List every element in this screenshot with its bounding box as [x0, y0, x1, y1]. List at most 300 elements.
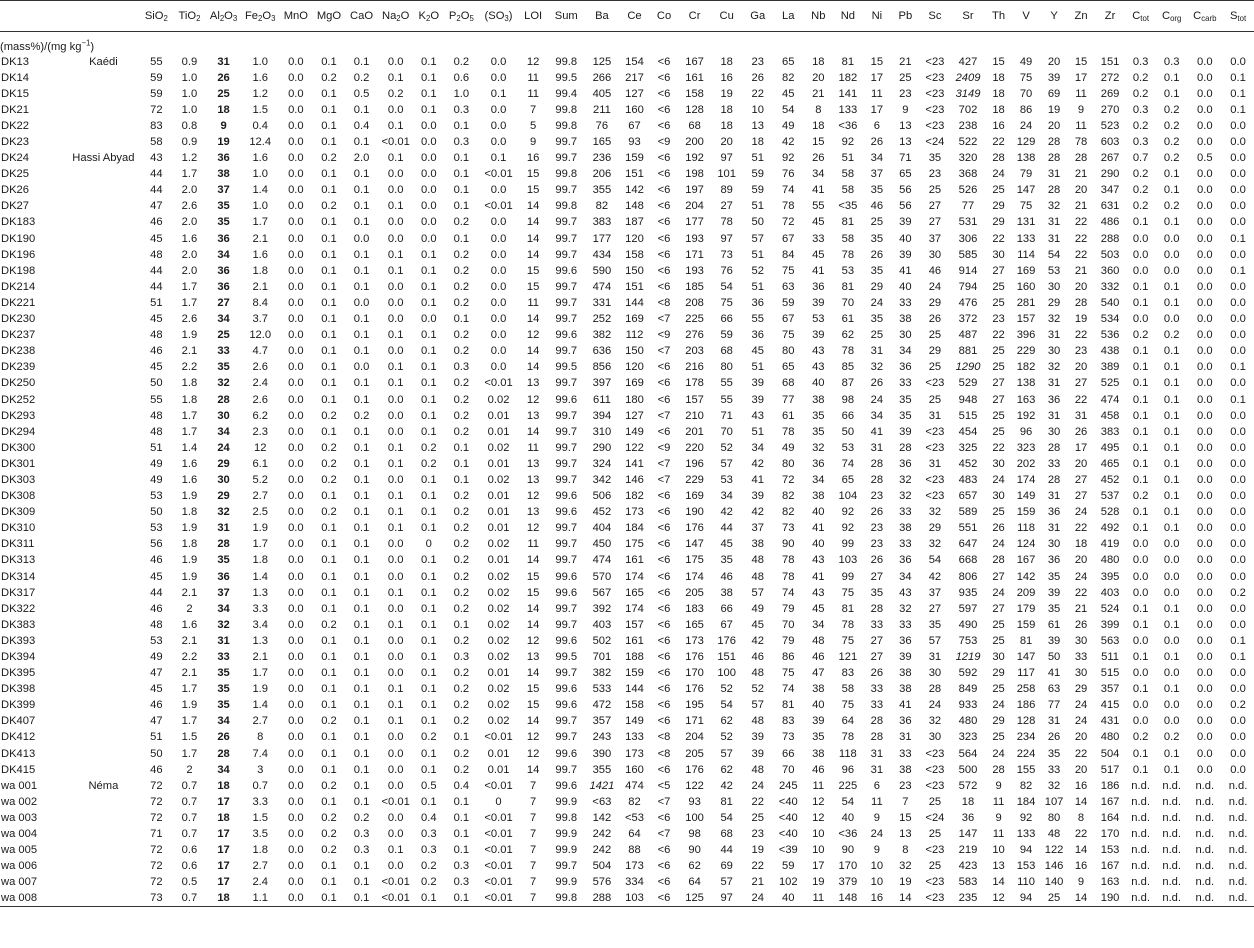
value-cell-p2o5: 0.1 [453, 473, 470, 486]
value-cell-sio2: 46 [150, 763, 163, 776]
value-cell-p2o5: 0.1 [453, 119, 470, 132]
value-cell-k2o: 0.1 [420, 763, 437, 776]
value-cell-sio2: 49 [150, 473, 163, 486]
value-cell-sio2: 72 [150, 860, 163, 873]
value-cell-ctot: 0.1 [1132, 506, 1149, 519]
sample-id-cell: DK314 [1, 570, 36, 583]
value-cell-sio2: 49 [150, 457, 163, 470]
value-cell-ni: 9 [873, 844, 880, 857]
value-cell-mgo: 0.1 [321, 747, 337, 760]
value-cell-loi: 12 [526, 634, 540, 647]
sample-id-cell: DK221 [1, 296, 36, 309]
value-cell-fe2o3: 5.2 [252, 473, 268, 486]
value-cell-la: 82 [782, 71, 795, 84]
value-cell-al2o3: 28 [217, 747, 230, 760]
value-cell-so3: 0.0 [490, 232, 507, 245]
value-cell-tio2: 2 [186, 763, 193, 776]
value-cell-ga: 23 [751, 828, 764, 841]
value-cell-nd: 62 [841, 329, 855, 342]
column-header-nd: Nd [833, 1, 863, 32]
value-cell-mno: 0.0 [288, 490, 304, 503]
value-cell-mgo: 0.1 [321, 570, 337, 583]
value-cell-v: 234 [1016, 731, 1036, 744]
value-cell-la: 49 [782, 441, 795, 454]
value-cell-zn: 28 [1074, 296, 1088, 309]
value-cell-y: 19 [1047, 103, 1061, 116]
column-header-pb: Pb [891, 1, 920, 32]
value-cell-co: <6 [657, 506, 671, 519]
value-cell-nd: 121 [838, 651, 858, 664]
value-cell-stot: 0.2 [1230, 699, 1246, 712]
value-cell-ba: 611 [592, 393, 611, 406]
value-cell-sr: 1219 [955, 651, 981, 664]
value-cell-mno: 0.0 [288, 811, 304, 824]
table-row [0, 504, 1254, 520]
value-cell-tio2: 1.0 [181, 103, 198, 116]
sample-id-cell: DK13 [1, 55, 29, 68]
location-cell [67, 794, 139, 810]
value-cell-nb: 45 [812, 216, 825, 229]
value-cell-sio2: 44 [150, 168, 163, 181]
value-cell-nb: 41 [812, 570, 825, 583]
value-cell-zr: 170 [1100, 828, 1120, 841]
value-cell-la: 68 [782, 377, 795, 390]
value-cell-cr: 147 [685, 538, 704, 551]
value-cell-ga: 36 [751, 296, 764, 309]
value-cell-la: 73 [782, 522, 795, 535]
value-cell-th: 27 [992, 570, 1005, 583]
value-cell-mgo: 0.1 [321, 763, 337, 776]
value-cell-ba: 382 [592, 329, 612, 342]
value-cell-na2o: 0.0 [387, 216, 404, 229]
location-cell [67, 729, 139, 745]
value-cell-cr: 62 [688, 860, 701, 873]
value-cell-la: 77 [782, 393, 795, 406]
value-cell-fe2o3: 2.4 [252, 377, 268, 390]
value-cell-sum: 99.4 [555, 87, 578, 100]
value-cell-so3: 0.02 [487, 602, 510, 615]
table-row [0, 343, 1254, 359]
value-cell-ga: 26 [751, 71, 764, 84]
value-cell-p2o5: 0.2 [453, 280, 470, 293]
value-cell-stot: 0.1 [1230, 103, 1246, 116]
value-cell-cu: 68 [720, 345, 733, 358]
value-cell-so3: <0.01 [484, 779, 513, 792]
value-cell-ctot: 0.0 [1132, 634, 1149, 647]
value-cell-sio2: 47 [150, 667, 163, 680]
sample-id-cell: DK313 [1, 554, 36, 567]
value-cell-zr: 515 [1100, 667, 1120, 680]
value-cell-ga: 57 [751, 699, 764, 712]
value-cell-al2o3: 31 [217, 55, 230, 68]
sample-id-cell: DK310 [1, 522, 36, 535]
value-cell-corg: 0.1 [1163, 473, 1180, 486]
value-cell-ccarb: 0.0 [1197, 119, 1213, 132]
value-cell-co: <6 [657, 232, 671, 245]
value-cell-ce: 182 [625, 490, 644, 503]
value-cell-sum: 99.6 [555, 699, 578, 712]
value-cell-th: 23 [992, 313, 1005, 326]
value-cell-sr: 77 [961, 200, 975, 213]
value-cell-nb: 43 [812, 554, 825, 567]
value-cell-ccarb: 0.0 [1197, 715, 1213, 728]
value-cell-ni: 17 [870, 103, 884, 116]
value-cell-zr: 534 [1100, 313, 1120, 326]
value-cell-ctot: 0.1 [1132, 345, 1149, 358]
value-cell-ni: 11 [871, 87, 883, 100]
value-cell-p2o5: 0.1 [453, 232, 470, 245]
value-cell-th: 9 [995, 779, 1002, 792]
value-cell-stot: 0.0 [1230, 152, 1246, 165]
value-cell-ni: 6 [873, 119, 880, 132]
value-cell-zn: 14 [1074, 795, 1088, 808]
column-header-co: Co [650, 1, 679, 32]
value-cell-th: 25 [992, 296, 1005, 309]
value-cell-p2o5: 0.3 [453, 136, 470, 149]
value-cell-ctot: 0.3 [1132, 103, 1149, 116]
value-cell-nd: 148 [833, 890, 863, 906]
value-cell-sc: 29 [928, 296, 942, 309]
value-cell-nd: 81 [841, 216, 855, 229]
value-cell-na2o: 0.0 [387, 763, 404, 776]
value-cell-tio2: 2.6 [181, 313, 198, 326]
value-cell-ga: 51 [751, 152, 764, 165]
value-cell-corg: 0.0 [1163, 232, 1180, 245]
value-cell-fe2o3: 1.6 [252, 71, 268, 84]
value-cell-cao: 0.1 [353, 779, 370, 792]
value-cell-tio2: 1.7 [181, 715, 198, 728]
value-cell-sr: 935 [958, 586, 978, 599]
value-cell-mgo: 0.1 [321, 216, 337, 229]
value-cell-loi: 12 [526, 747, 540, 760]
value-cell-al2o3: 36 [217, 280, 230, 293]
value-cell-ccarb: n.d. [1195, 795, 1215, 808]
value-cell-zr: 495 [1100, 441, 1120, 454]
value-cell-la: 49 [782, 119, 795, 132]
value-cell-stot: 0.1 [1230, 393, 1246, 406]
value-cell-sio2: 72 [150, 844, 163, 857]
value-cell-al2o3: 33 [217, 651, 230, 664]
table-row [0, 54, 1254, 70]
value-cell-ba: 570 [592, 570, 612, 583]
value-cell-tio2: 1.6 [181, 232, 198, 245]
value-cell-th: 29 [992, 715, 1005, 728]
value-cell-stot: 0.0 [1230, 329, 1246, 342]
value-cell-sr: 483 [958, 473, 978, 486]
value-cell-y: 28 [1047, 473, 1061, 486]
table-row [0, 665, 1254, 681]
value-cell-cr: 208 [685, 296, 704, 309]
value-cell-tio2: 1.0 [181, 71, 198, 84]
column-header-p2o5: $P_2O_5$ [444, 1, 479, 32]
location-cell [67, 247, 139, 263]
value-cell-al2o3: 32 [217, 618, 230, 631]
value-cell-zn: 24 [1074, 699, 1088, 712]
value-cell-mno: 0.0 [288, 168, 304, 181]
value-cell-cr: 205 [685, 747, 704, 760]
column-header-cao: CaO [345, 1, 378, 32]
table-row [0, 375, 1254, 391]
value-cell-k2o: 0.1 [420, 103, 437, 116]
value-cell-k2o: 0.0 [420, 136, 437, 149]
value-cell-nd: 81 [841, 55, 855, 68]
value-cell-tio2: 2.0 [181, 248, 198, 261]
value-cell-nd: 53 [841, 264, 855, 277]
value-cell-v: 167 [1016, 554, 1036, 567]
value-cell-pb: 13 [899, 119, 912, 132]
value-cell-la: 67 [782, 313, 795, 326]
value-cell-nb: 18 [812, 119, 825, 132]
value-cell-na2o: 0.0 [387, 280, 404, 293]
value-cell-zr: 631 [1100, 200, 1120, 213]
location-cell [67, 424, 139, 440]
value-cell-ba: 331 [592, 296, 612, 309]
value-cell-v: 182 [1016, 361, 1036, 374]
value-cell-cao: 0.2 [353, 811, 370, 824]
value-cell-sum: 99.9 [555, 828, 578, 841]
value-cell-ga: 57 [751, 586, 764, 599]
value-cell-loi: 7 [530, 844, 537, 857]
value-cell-ce: 161 [625, 634, 644, 647]
value-cell-corg: 0.2 [1163, 731, 1180, 744]
value-cell-al2o3: 35 [217, 554, 230, 567]
value-cell-so3: 0.0 [490, 71, 507, 84]
sample-id-cell: DK393 [1, 634, 36, 647]
value-cell-sum: 99.5 [555, 361, 578, 374]
value-cell-cao: 0.1 [353, 699, 370, 712]
value-cell-corg: n.d. [1162, 795, 1182, 808]
value-cell-fe2o3: 1.9 [252, 522, 268, 535]
value-cell-co: <6 [657, 490, 671, 503]
table-row [0, 536, 1254, 552]
location-cell [67, 665, 139, 681]
value-cell-cr: 210 [685, 409, 704, 422]
value-cell-cao: 0.4 [353, 119, 370, 132]
table-row [0, 150, 1254, 166]
value-cell-ni: 41 [870, 425, 884, 438]
value-cell-cao: 0.1 [353, 731, 370, 744]
value-cell-na2o: 0.0 [387, 473, 404, 486]
value-cell-nd: 75 [841, 699, 855, 712]
value-cell-cao: 0.5 [353, 87, 370, 100]
value-cell-sc: 29 [928, 522, 942, 535]
value-cell-cu: 57 [720, 747, 733, 760]
value-cell-co: <6 [657, 683, 671, 696]
value-cell-loi: 15 [526, 168, 540, 181]
value-cell-ccarb: 0.0 [1197, 457, 1213, 470]
value-cell-sum: 99.7 [555, 473, 578, 486]
value-cell-cao: 0.3 [353, 828, 370, 841]
value-cell-cao: 0.1 [353, 280, 370, 293]
location-cell [67, 198, 139, 214]
value-cell-ba: 125 [592, 55, 612, 68]
value-cell-ga: 19 [751, 844, 764, 857]
value-cell-stot: 0.0 [1230, 425, 1246, 438]
value-cell-stot: n.d. [1228, 811, 1248, 824]
value-cell-sc: <23 [925, 103, 945, 116]
value-cell-zr: 419 [1100, 538, 1120, 551]
value-cell-al2o3: 35 [217, 699, 230, 712]
value-cell-stot: 0.0 [1230, 667, 1246, 680]
value-cell-ccarb: 0.0 [1197, 490, 1213, 503]
value-cell-la: 45 [782, 87, 795, 100]
value-cell-loi: 15 [526, 570, 540, 583]
sample-id-cell: DK308 [1, 490, 36, 503]
value-cell-ba: 206 [592, 168, 612, 181]
value-cell-stot: 0.1 [1230, 71, 1246, 84]
sample-id-cell: DK14 [1, 71, 29, 84]
value-cell-p2o5: 0.2 [453, 296, 470, 309]
value-cell-loi: 14 [526, 232, 540, 245]
value-cell-k2o: 0.1 [420, 570, 437, 583]
location-cell: Néma [88, 779, 119, 792]
value-cell-y: 61 [1047, 618, 1061, 631]
column-header-row [0, 1, 1254, 32]
value-cell-cao: 0.1 [353, 248, 370, 261]
value-cell-la: 75 [782, 264, 795, 277]
value-cell-loi: 13 [526, 651, 540, 664]
value-cell-y: 35 [1047, 602, 1061, 615]
value-cell-al2o3: 34 [217, 602, 230, 615]
value-cell-cao: 0.1 [353, 425, 370, 438]
value-cell-p2o5: 0.2 [453, 763, 470, 776]
value-cell-sr: 235 [950, 890, 986, 906]
value-cell-k2o: 0.0 [420, 232, 437, 245]
value-cell-so3: <0.01 [484, 811, 513, 824]
value-cell-stot: 0.0 [1230, 618, 1246, 631]
value-cell-v: 70 [1019, 87, 1033, 100]
value-cell-mgo: 0.1 [321, 377, 337, 390]
value-cell-ga: 39 [751, 377, 764, 390]
value-cell-zr: 528 [1100, 506, 1120, 519]
value-cell-sio2: 45 [150, 313, 163, 326]
value-cell-co: <6 [657, 248, 671, 261]
value-cell-tio2: 1.8 [181, 538, 198, 551]
value-cell-nb: 35 [812, 731, 825, 744]
value-cell-zr: 347 [1100, 184, 1120, 197]
value-cell-cr: 173 [685, 634, 704, 647]
value-cell-fe2o3: 12 [253, 441, 267, 454]
value-cell-k2o: 0.5 [420, 779, 437, 792]
value-cell-th: 28 [992, 554, 1005, 567]
value-cell-fe2o3: 1.7 [252, 667, 268, 680]
value-cell-na2o: 0.1 [387, 715, 404, 728]
value-cell-na2o: 0.0 [387, 828, 404, 841]
value-cell-la: 40 [773, 890, 804, 906]
value-cell-ctot: 0.2 [1132, 490, 1149, 503]
value-cell-stot: 0.0 [1230, 377, 1246, 390]
value-cell-cu: 81 [720, 795, 733, 808]
value-cell-zn: 21 [1074, 200, 1088, 213]
value-cell-sc: 32 [928, 506, 942, 519]
value-cell-al2o3: 24 [217, 441, 230, 454]
value-cell-pb: 32 [899, 490, 912, 503]
value-cell-v: 202 [1016, 457, 1036, 470]
value-cell-tio2: 0.9 [181, 136, 198, 149]
value-cell-nd: 54 [841, 795, 855, 808]
value-cell-mno: 0.0 [288, 55, 304, 68]
value-cell-k2o: 0.2 [420, 731, 437, 744]
value-cell-sc: 54 [928, 554, 942, 567]
value-cell-ni: 24 [870, 296, 884, 309]
value-cell-fe2o3: 2.7 [252, 715, 268, 728]
value-cell-fe2o3: 1.7 [252, 538, 268, 551]
value-cell-y: 28 [1047, 441, 1061, 454]
value-cell-nd: 81 [841, 280, 855, 293]
value-cell-ctot: 0.1 [1132, 441, 1149, 454]
value-cell-na2o: 0.0 [387, 425, 404, 438]
value-cell-ce: 173 [625, 747, 644, 760]
value-cell-stot: 0.1 [1230, 264, 1246, 277]
value-cell-th: 12 [986, 890, 1011, 906]
value-cell-sc: <23 [920, 890, 951, 906]
column-header-na2o: $Na_2O$ [378, 1, 414, 32]
sample-id-cell: DK26 [1, 184, 29, 197]
value-cell-k2o: 0.1 [420, 747, 437, 760]
value-cell-so3: 0.01 [487, 747, 510, 760]
value-cell-co: <6 [657, 586, 671, 599]
location-cell: Hassi Abyad [72, 152, 135, 165]
value-cell-na2o: 0.1 [387, 618, 404, 631]
value-cell-al2o3: 31 [217, 634, 230, 647]
value-cell-ba: 243 [592, 731, 612, 744]
value-cell-ba: 394 [592, 409, 612, 422]
value-cell-la: <40 [778, 828, 798, 841]
value-cell-nd: 92 [841, 136, 855, 149]
value-cell-la: 63 [782, 280, 795, 293]
units-label: (mass%)/(mg $kg^{-1}$) [0, 38, 95, 53]
value-cell-nb: 21 [812, 87, 825, 100]
value-cell-na2o: <0.01 [378, 890, 414, 906]
value-cell-cu: 55 [720, 377, 733, 390]
value-cell-al2o3: 33 [217, 345, 230, 358]
value-cell-nb: 38 [812, 490, 825, 503]
value-cell-ba: 76 [595, 119, 609, 132]
value-cell-cao: 0.1 [353, 103, 370, 116]
value-cell-cr: 220 [685, 441, 704, 454]
value-cell-sio2: 44 [150, 280, 163, 293]
value-cell-mgo: 0.1 [321, 490, 337, 503]
value-cell-so3: 0.0 [490, 345, 507, 358]
value-cell-fe2o3: 7.4 [252, 747, 268, 760]
value-cell-co: <6 [657, 570, 671, 583]
value-cell-tio2: 2.2 [181, 361, 198, 374]
value-cell-nd: 75 [841, 586, 855, 599]
value-cell-loi: 12 [526, 329, 540, 342]
value-cell-cao: 0.0 [353, 232, 370, 245]
value-cell-so3: 0.1 [490, 87, 507, 100]
value-cell-sum: 99.6 [555, 634, 578, 647]
value-cell-nd: 40 [841, 811, 855, 824]
value-cell-stot: 0.0 [1230, 409, 1246, 422]
value-cell-mgo: 0.1 [321, 87, 337, 100]
value-cell-zn: 16 [1074, 779, 1088, 792]
value-cell-na2o: 0.0 [387, 345, 404, 358]
value-cell-al2o3: 36 [217, 570, 230, 583]
value-cell-tio2: 2.6 [181, 200, 198, 213]
value-cell-na2o: 0.0 [387, 570, 404, 583]
value-cell-v: 159 [1016, 506, 1036, 519]
value-cell-sum: 99.6 [555, 586, 578, 599]
value-cell-ni: 35 [870, 264, 884, 277]
table-row [0, 842, 1254, 858]
value-cell-al2o3: 35 [217, 216, 230, 229]
value-cell-tio2: 1.8 [181, 377, 198, 390]
value-cell-sr: 657 [958, 490, 978, 503]
value-cell-la: 73 [782, 731, 795, 744]
value-cell-zn: 27 [1074, 473, 1088, 486]
value-cell-ga: 41 [751, 473, 764, 486]
